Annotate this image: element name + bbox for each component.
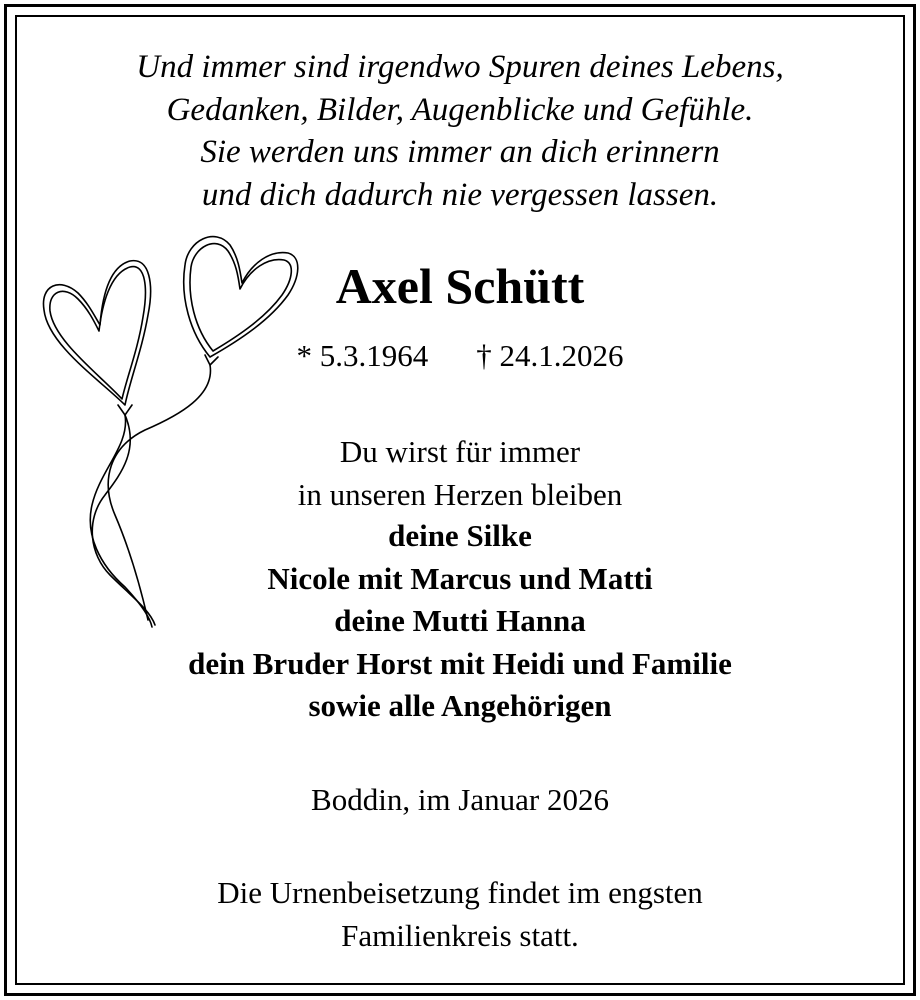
birth-date: * 5.3.1964 — [296, 338, 429, 373]
poem-line: Sie werden uns immer an dich erinnern — [200, 134, 720, 170]
poem-line: Und immer sind irgendwo Spuren deines Lebens, — [136, 49, 784, 85]
poem — [0, 46, 920, 216]
mourner: deine Silke — [388, 518, 532, 553]
mourners-list — [0, 515, 920, 728]
mourner: dein Bruder Horst mit Heidi und Familie — [188, 645, 732, 681]
life-dates — [0, 336, 920, 376]
farewell-text — [0, 431, 920, 516]
poem-line: Gedanken, Bilder, Augenblicke und Gefühle. — [166, 91, 754, 128]
poem-line: und dich dadurch nie vergessen lassen. — [201, 176, 719, 213]
mourner: deine Mutti Hanna — [334, 603, 586, 638]
farewell-line: Du wirst für immer — [339, 434, 581, 469]
place-and-date: Boddin, im Januar 2026 — [311, 782, 609, 817]
burial-note — [0, 872, 920, 957]
deceased-name: Axel Schütt — [335, 258, 585, 314]
mourner: Nicole mit Marcus und Matti — [267, 560, 653, 596]
note-line: Familienkreis statt. — [341, 917, 579, 953]
death-date: † 24.1.2026 — [476, 338, 624, 373]
mourner: sowie alle Angehörigen — [308, 688, 612, 723]
note-line: Die Urnenbeisetzung findet im engsten — [217, 875, 703, 910]
farewell-line: in unseren Herzen bleiben — [297, 476, 623, 512]
